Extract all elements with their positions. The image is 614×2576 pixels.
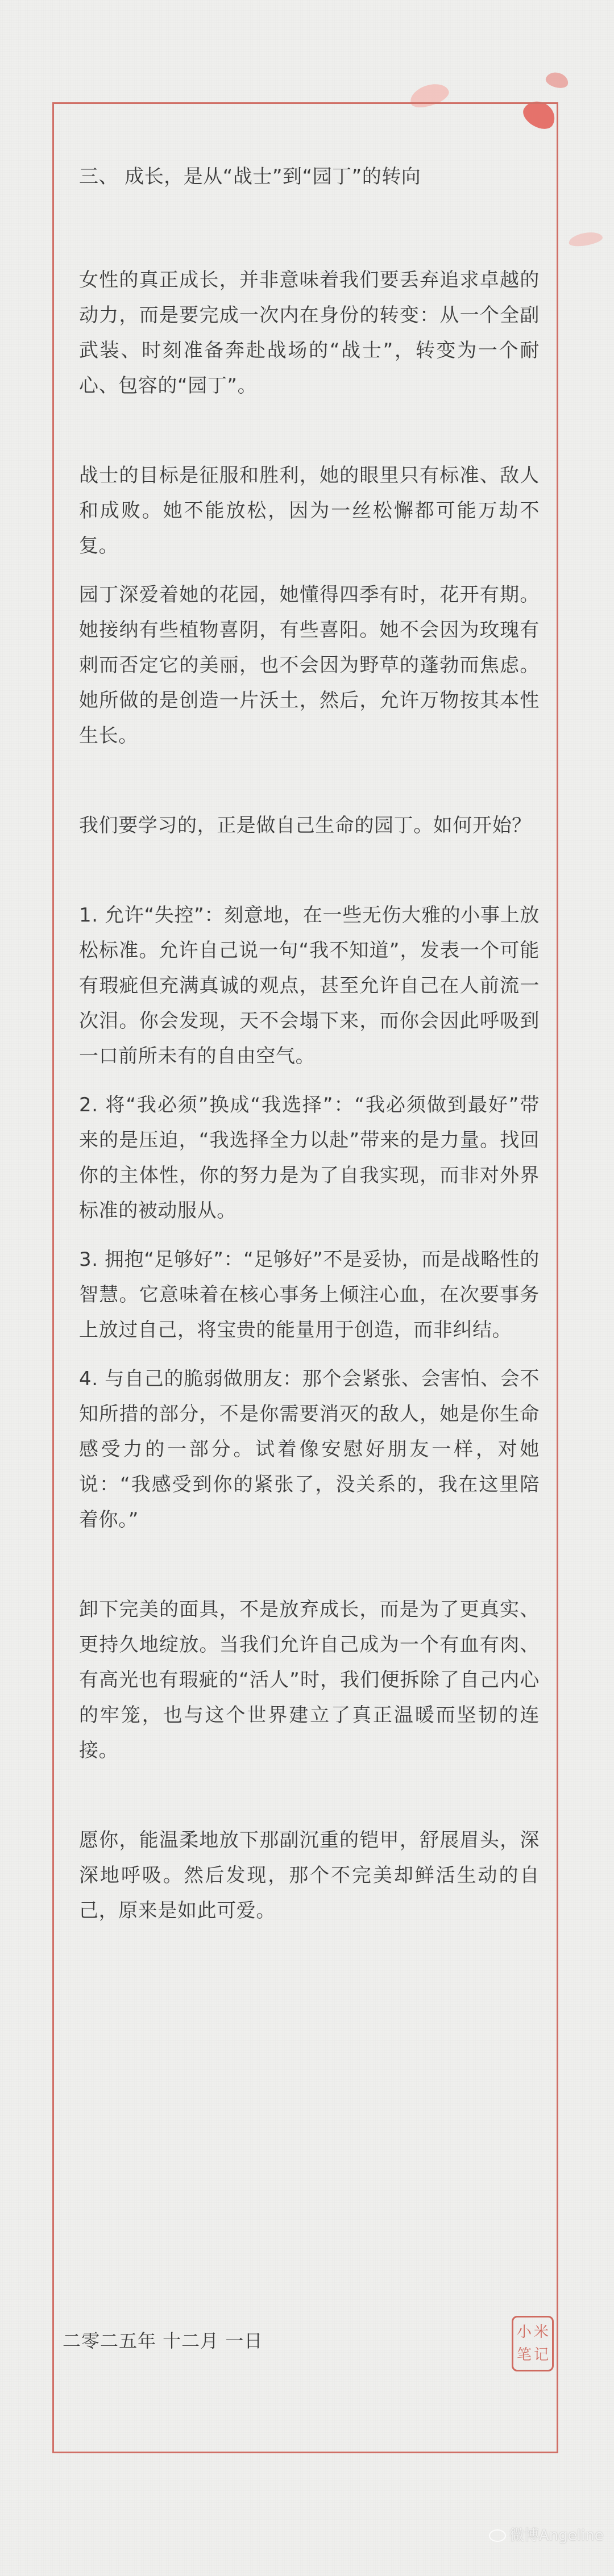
date-line: 二零二五年 十二月 一日 xyxy=(63,2330,263,2352)
seal-char: 笔 xyxy=(516,2346,532,2364)
watermark-text: 微博Angeline xyxy=(509,2527,604,2544)
seal-char: 小 xyxy=(516,2324,532,2341)
paragraph: 女性的真正成长，并非意味着我们要丢弃追求卓越的动力，而是要完成一次内在身份的转变：从一个全副武装、时刻准备奔赴战场的“战士”，转变为一个耐心、包容的“园丁”。 xyxy=(79,269,540,397)
paragraph: 卸下完美的面具，不是放弃成长，而是为了更真实、更持久地绽放。当我们允许自己成为一个有血有肉、有高光也有瑕疵的“活人”时，我们便拆除了自己内心的牢笼，也与这个世界建立了真正温暖而坚韧的连接。 xyxy=(79,1598,540,1762)
seal-char: 记 xyxy=(533,2346,549,2364)
weibo-icon xyxy=(489,2529,506,2542)
list-item: 2. 将“我必须”换成“我选择”：“我必须做到最好”带来的是压迫，“我选择全力以赴”带来的是力量。找回你的主体性，你的努力是为了自我实现，而非对外界标准的被动服从。 xyxy=(79,1094,540,1222)
paragraph: 愿你，能温柔地放下那副沉重的铠甲，舒展眉头，深深地呼吸。然后发现，那个不完美却鲜活生动的自己，原来是如此可爱。 xyxy=(79,1829,540,1922)
section-heading: 三、 成长，是从“战士”到“园丁”的转向 xyxy=(79,165,421,188)
paragraph: 战士的目标是征服和胜利，她的眼里只有标准、敌人和成败。她不能放松，因为一丝松懈都可能万劫不复。 xyxy=(79,464,540,557)
list-item: 4. 与自己的脆弱做朋友：那个会紧张、会害怕、会不知所措的部分，不是你需要消灭的敌人，她是你生命感受力的一部分。试着像安慰好朋友一样，对她说：“我感受到你的紧张了，没关系的，我在这里陪着你。” xyxy=(79,1368,540,1531)
list-item: 3. 拥抱“足够好”：“足够好”不是妥协，而是战略性的智慧。它意味着在核心事务上倾注心血，在次要事务上放过自己，将宝贵的能量用于创造，而非纠结。 xyxy=(79,1248,540,1341)
paragraph: 园丁深爱着她的花园，她懂得四季有时，花开有期。她接纳有些植物喜阴，有些喜阳。她不会因为玫瑰有刺而否定它的美丽，也不会因为野草的蓬勃而焦虑。她所做的是创造一片沃土，然后，允许万物按其本性生长。 xyxy=(79,583,540,747)
paragraph: 我们要学习的，正是做自己生命的园丁。如何开始？ xyxy=(79,814,532,837)
article-body xyxy=(79,159,540,1928)
seal-char: 米 xyxy=(533,2324,549,2341)
list-item: 1. 允许“失控”：刻意地，在一些无伤大雅的小事上放松标准。允许自己说一句“我不知道”，发表一个可能有瑕疵但充满真诚的观点，甚至允许自己在人前流一次泪。你会发现，天不会塌下来，而你会因此呼吸到一口前所未有的自由空气。 xyxy=(79,904,540,1068)
seal-stamp xyxy=(512,2316,554,2371)
watermark xyxy=(489,2527,604,2544)
